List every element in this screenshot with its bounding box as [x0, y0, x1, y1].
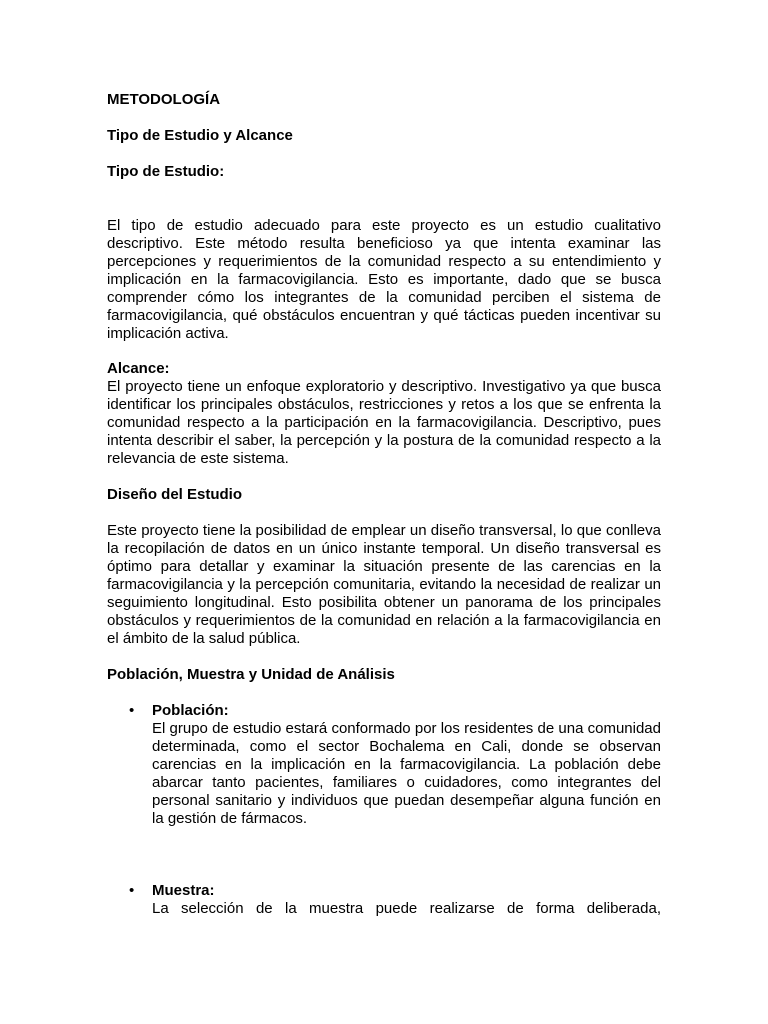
document-title: METODOLOGÍA — [107, 91, 221, 108]
list-item-poblacion — [107, 702, 661, 828]
paragraph-tipo-estudio: El tipo de estudio adecuado para este proyecto es un estudio cualitativo descriptivo. Este método resulta beneficioso ya que intenta examinar las percepciones y requerimientos de la comunidad respecto a su entendimiento y implicación en la farmacovigilancia. Esto es importante, dado que se busca comprender cómo los integrantes de la comunidad perciben el sistema de farmacovigilancia, qué obstáculos encuentran y qué tácticas pueden incentivar su implicación activa. — [107, 217, 661, 342]
bullet-heading-poblacion: Población: — [152, 702, 229, 719]
paragraph-alcance: El proyecto tiene un enfoque exploratorio y descriptivo. Investigativo ya que busca identificar los principales obstáculos, restricciones y retos a los que se enfrenta la comunidad respecto a la participación en la farmacovigilancia. Descriptivo, pues intenta describir el saber, la percepción y la postura de la comunidad respecto a la relevancia de este sistema. — [107, 378, 661, 467]
section-heading-diseno: Diseño del Estudio — [107, 486, 243, 503]
bullet-icon: • — [129, 702, 135, 719]
bullet-heading-muestra: Muestra: — [152, 882, 215, 899]
subheading-alcance: Alcance: — [107, 360, 170, 377]
paragraph-diseno: Este proyecto tiene la posibilidad de emplear un diseño transversal, lo que conlleva la recopilación de datos en un único instante temporal. Un diseño transversal es óptimo para detallar y examinar la situación presente de las carencias en la farmacovigilancia y la percepción comunitaria, evitando la necesidad de realizar un seguimiento longitudinal. Esto posibilita obtener un panorama de los principales obstáculos y requerimientos de la comunidad en relación a la farmacovigilancia en el ámbito de la salud pública. — [107, 522, 661, 647]
bullet-icon: • — [129, 882, 135, 899]
bullet-text-poblacion: El grupo de estudio estará conformado por los residentes de una comunidad determinada, como el sector Bochalema en Cali, donde se observan carencias en la implicación en la farmacovigilancia. La población debe abarcar tanto pacientes, familiares o cuidadores, como integrantes del personal sanitario y individuos que puedan desempeñar alguna función en la gestión de fármacos. — [152, 720, 661, 827]
section-heading-poblacion: Población, Muestra y Unidad de Análisis — [107, 666, 395, 683]
bullet-text-muestra: La selección de la muestra puede realizarse de forma deliberada, — [152, 900, 661, 917]
subheading-tipo-estudio: Tipo de Estudio: — [107, 163, 225, 180]
section-heading-tipo-alcance: Tipo de Estudio y Alcance — [107, 127, 293, 144]
list-item-muestra — [107, 882, 661, 918]
